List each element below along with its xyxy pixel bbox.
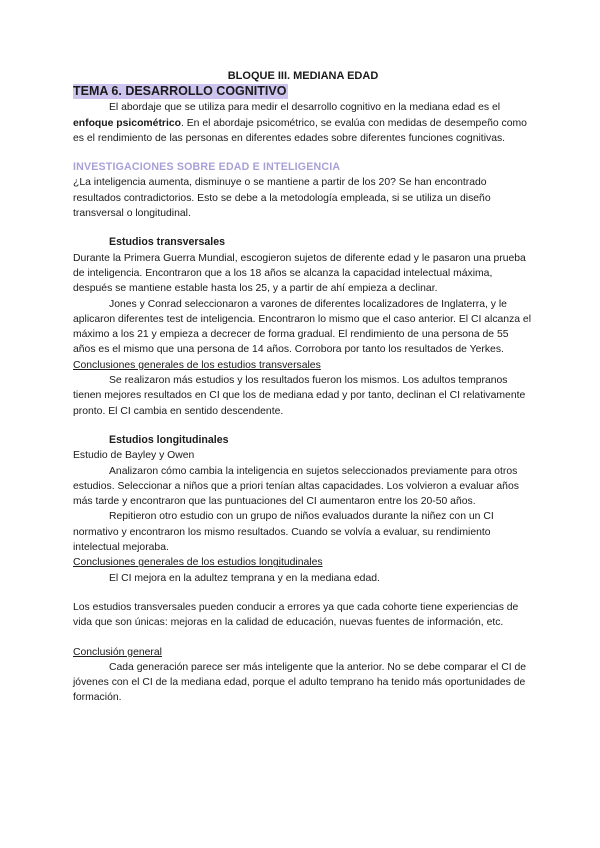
topic-title: TEMA 6. DESARROLLO COGNITIVO — [73, 84, 287, 98]
transversales-conclusions: Se realizaron más estudios y los resultados fueron los mismos. Los adultos tempranos tienen mejores resultados en CI que los de mediana edad y por tanto, declinan el CI relativamente pronto. El CI cambia en sentido descendente. — [73, 375, 526, 417]
block-title: BLOQUE III. MEDIANA EDAD — [227, 70, 379, 82]
longitudinales-conclusions: El CI mejora en la adultez temprana y en la mediana edad. — [109, 572, 380, 584]
topic-title-row — [73, 84, 533, 100]
longitudinales-paragraph-1: Analizaron cómo cambia la inteligencia en sujetos seleccionados previamente para otros estudios. Seleccionar a niños que a priori tenían altas capacidades. Los volvieron a evaluar años más tarde y encontraron que las puntuaciones del CI aumentaron entre los 20-50 años. — [73, 465, 519, 508]
transversales-conclusions-heading: Conclusiones generales de los estudios transversales — [73, 359, 321, 371]
conclusion-general-paragraph: Cada generación parece ser más inteligente que la anterior. No se debe comparar el CI de jóvenes con el CI de la mediana edad, porque el adulto temprano ha tenido más oportunidades de formación. — [73, 661, 527, 704]
longitudinales-subheading: Estudio de Bayley y Owen — [73, 450, 195, 462]
longitudinales-paragraph-2: Repitieron otro estudio con un grupo de niños evaluados durante la niñez con un CI normativo y encontraron los mismo resultados. Cuando se volvía a evaluar, su rendimiento intelectual mejoraba. — [73, 511, 494, 554]
errores-paragraph: Los estudios transversales pueden conducir a errores ya que cada cohorte tiene experiencias de vida que son únicas: mejoras en la calidad de educación, nuevas fuentes de información, etc. — [73, 601, 519, 629]
intro-bold-term: enfoque psicométrico — [73, 117, 181, 129]
longitudinales-conclusions-heading: Conclusiones generales de los estudios longitudinales — [73, 557, 323, 569]
transversales-paragraph-1: Durante la Primera Guerra Mundial, escogieron sujetos de diferente edad y le pasaron una prueba de inteligencia. Encontraron que a los 18 años se alcanza la capacidad intelectual máxima, después se mantiene estable hasta los 25, y a partir de ahí empieza a declinar. — [73, 252, 526, 295]
heading-transversales: Estudios transversales — [109, 236, 225, 249]
heading-longitudinales: Estudios longitudinales — [109, 433, 229, 446]
intro-paragraph: El abordaje que se utiliza para medir el desarrollo cognitivo en la mediana edad es el enfoque psicométrico. En el abordaje psicométrico, se evalúa con medidas de desempeño como es el rendimiento de las personas en diferentes edades sobre diferentes funciones cognitivas. — [73, 102, 527, 144]
section-heading-investigaciones: INVESTIGACIONES SOBRE EDAD E INTELIGENCIA — [73, 161, 341, 174]
transversales-paragraph-2: Jones y Conrad seleccionaron a varones de diferentes localizadores de Inglaterra, y le aplicaron diferentes test de inteligencia. Encontraron lo mismo que el caso anterior. El CI alcanza el máximo a los 21 y empieza a decrecer de forma gradual. El rendimiento de una persona de 55 años es el mismo que una persona de 14 años. Corrobora por tanto los resultados de Yerkes. — [73, 298, 532, 356]
document-body — [73, 69, 533, 706]
conclusion-general-heading: Conclusión general — [73, 646, 162, 658]
investigaciones-paragraph: ¿La inteligencia aumenta, disminuye o se mantiene a partir de los 20? Se han encontrado resultados contradictorios. Esto se debe a la metodología empleada, si se utiliza un diseño transversal o longitudinal. — [73, 177, 491, 220]
